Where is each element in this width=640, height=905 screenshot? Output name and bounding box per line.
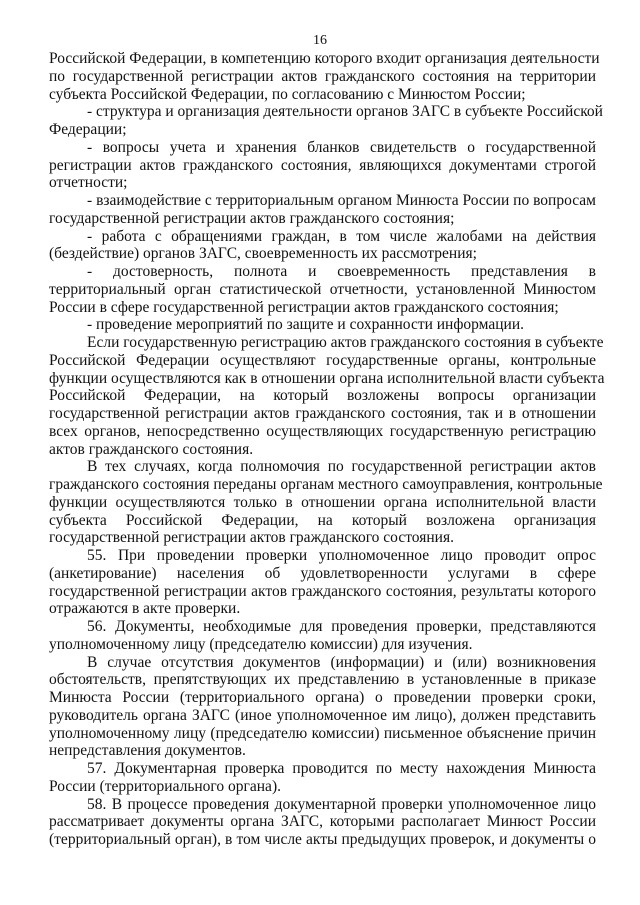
- text-line: - структура и организация деятельности органов ЗАГС в субъекте Российской: [87, 103, 603, 121]
- paragraph: [49, 760, 596, 796]
- text-line: гражданского состояния переданы органам местного самоуправления, контрольные: [49, 476, 603, 493]
- text-line: территориальный орган статистической отчетности, установленной Минюстом: [49, 280, 596, 298]
- text-line: - достоверность, полнота и своевременность представления в: [87, 263, 596, 280]
- paragraph: [49, 228, 596, 264]
- text-line: государственной регистрации актов гражданского состояния, так и в отношении: [49, 405, 596, 422]
- paragraph: [49, 103, 603, 139]
- page-number: 16: [313, 33, 327, 48]
- paragraph: [49, 192, 596, 228]
- text-line: актов гражданского состояния.: [49, 440, 254, 458]
- paragraph: [49, 334, 605, 458]
- text-line: уполномоченному лицу (председателю комиссии) письменное объяснение причин: [49, 724, 596, 742]
- text-line: функции осуществляются как в отношении органа исполнительной власти субъекта: [49, 369, 605, 387]
- text-line: отчетности;: [49, 174, 128, 192]
- text-line: субъекта Российской Федерации, на который возложена организация: [49, 511, 596, 529]
- text-line: уполномоченному лицу (председателю комиссии) для изучения.: [49, 635, 473, 653]
- text-line: Российской Федерации, на который возложены вопросы организации: [49, 387, 596, 405]
- text-line: 57. Документарная проверка проводится по месту нахождения Минюста: [87, 760, 596, 777]
- text-line: 55. При проведении проверки уполномоченное лицо проводит опрос: [87, 547, 596, 564]
- text-line: непредставления документов.: [49, 742, 246, 760]
- text-line: России (территориального органа).: [49, 777, 281, 795]
- text-line: государственной регистрации актов гражданского состояния;: [49, 209, 455, 227]
- paragraph: [49, 618, 596, 654]
- document-body: [49, 50, 605, 849]
- text-line: рассматривает документы органа ЗАГС, которыми располагает Минюст России: [49, 813, 596, 831]
- text-line: функции осуществляются только в отношении органа исполнительной власти: [49, 493, 596, 511]
- text-line: регистрации актов гражданского состояния, являющихся документами строгой: [49, 156, 596, 174]
- paragraph: [49, 316, 596, 334]
- text-line: Федерации;: [49, 121, 127, 138]
- text-line: В тех случаях, когда полномочия по государственной регистрации актов: [87, 458, 596, 476]
- paragraph: [49, 654, 596, 761]
- text-line: Российской Федерации осуществляют государственные органы, контрольные: [49, 351, 596, 369]
- text-line: (территориальный орган), в том числе акты предыдущих проверок, и документы о: [49, 831, 596, 848]
- text-line: (анкетирование) населения об удовлетворенности услугами в сфере: [49, 564, 596, 582]
- text-line: по государственной регистрации актов гражданского состояния на территории: [49, 67, 596, 85]
- paragraph: [49, 796, 596, 849]
- paragraph: [49, 263, 596, 316]
- paragraph: [49, 547, 596, 618]
- text-line: Минюста России (территориального органа) о проведении проверки сроки,: [49, 689, 596, 706]
- paragraph: [49, 139, 596, 192]
- text-line: России в сфере государственной регистрации актов гражданского состояния;: [49, 298, 559, 316]
- text-line: (бездействие) органов ЗАГС, своевременность их рассмотрения;: [49, 245, 477, 263]
- text-line: - вопросы учета и хранения бланков свидетельств о государственной: [87, 138, 596, 156]
- text-line: - работа с обращениями граждан, в том числе жалобами на действия: [87, 227, 596, 245]
- text-line: руководитель органа ЗАГС (иное уполномоченное им лицо), должен представить: [49, 706, 596, 724]
- text-line: Российской Федерации, в компетенцию которого входит организация деятельности: [49, 50, 600, 67]
- text-line: всех органов, непосредственно осуществляющих государственную регистрацию: [49, 422, 596, 440]
- text-line: государственной регистрации актов гражданского состояния.: [49, 529, 454, 547]
- text-line: - взаимодействие с территориальным органом Минюста России по вопросам: [87, 192, 596, 209]
- text-line: - проведение мероприятий по защите и сохранности информации.: [87, 316, 525, 334]
- text-line: субъекта Российской Федерации, по согласованию с Минюстом России;: [49, 85, 526, 103]
- text-line: государственной регистрации актов гражданского состояния, результаты которого: [49, 582, 596, 600]
- text-line: отражаются в акте проверки.: [49, 600, 241, 618]
- text-line: 56. Документы, необходимые для проведения проверки, представляются: [87, 618, 596, 635]
- text-line: 58. В процессе проведения документарной проверки уполномоченное лицо: [87, 795, 596, 813]
- text-line: обстоятельств, препятствующих их представлению в установленные в приказе: [49, 671, 596, 689]
- text-line: В случае отсутствия документов (информации) и (или) возникновения: [87, 653, 596, 671]
- paragraph: [49, 50, 600, 103]
- text-line: Если государственную регистрацию актов гражданского состояния в субъекте: [87, 334, 604, 351]
- paragraph: [49, 458, 603, 547]
